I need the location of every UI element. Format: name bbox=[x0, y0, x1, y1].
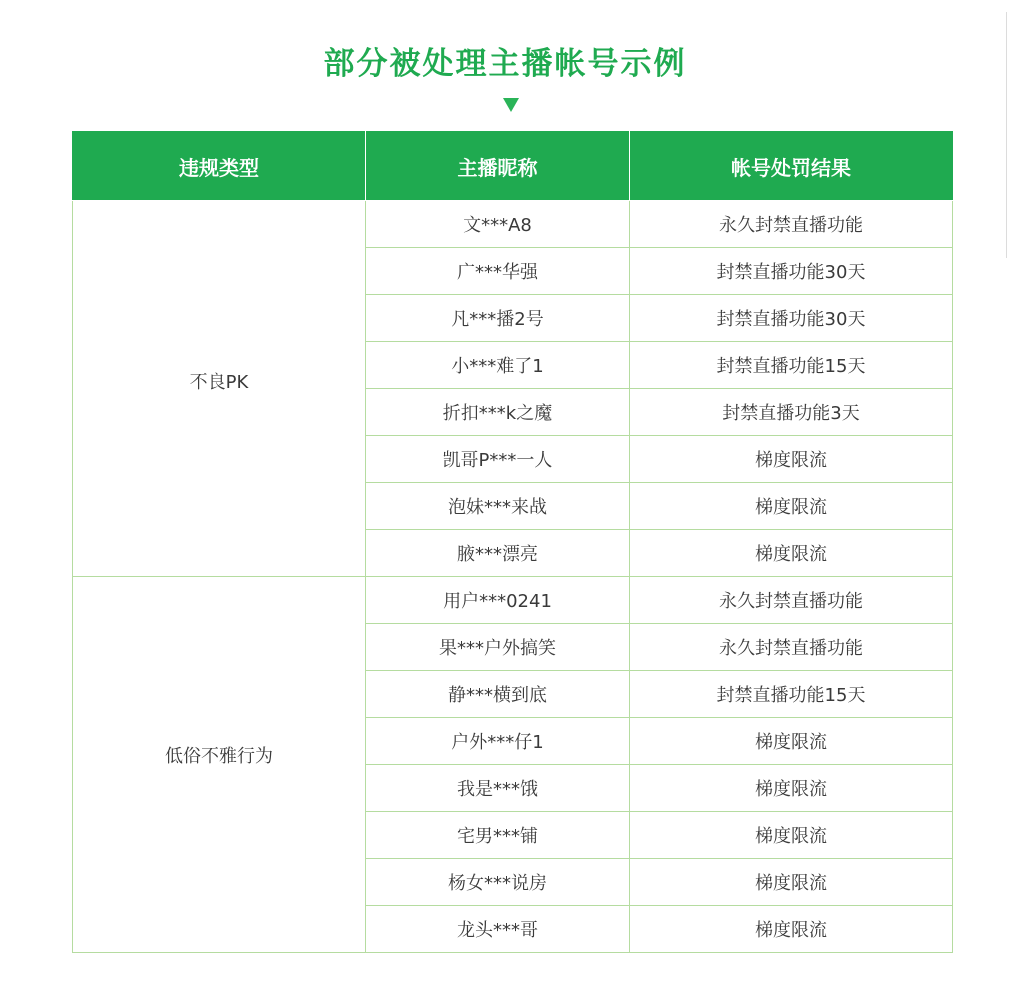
nickname-cell: 凡***播2号 bbox=[366, 295, 630, 342]
header-nickname: 主播昵称 bbox=[366, 132, 630, 201]
page-title: 部分被处理主播帐号示例 bbox=[323, 46, 687, 82]
nickname-cell: 文***A8 bbox=[366, 201, 630, 248]
penalty-result-cell: 梯度限流 bbox=[630, 436, 953, 483]
table-body bbox=[73, 201, 953, 953]
penalty-result-cell: 封禁直播功能30天 bbox=[630, 295, 953, 342]
nickname-cell: 果***户外搞笑 bbox=[366, 624, 630, 671]
penalty-result-cell: 封禁直播功能3天 bbox=[630, 389, 953, 436]
nickname-cell: 折扣***k之魔 bbox=[366, 389, 630, 436]
penalty-result-cell: 封禁直播功能30天 bbox=[630, 248, 953, 295]
penalty-result-cell: 梯度限流 bbox=[630, 718, 953, 765]
nickname-cell: 静***横到底 bbox=[366, 671, 630, 718]
nickname-cell: 小***难了1 bbox=[366, 342, 630, 389]
penalty-table bbox=[72, 131, 953, 953]
violation-category-cell bbox=[73, 201, 366, 577]
nickname-cell: 龙头***哥 bbox=[366, 906, 630, 953]
penalty-result-cell: 封禁直播功能15天 bbox=[630, 342, 953, 389]
nickname-cell: 腋***漂亮 bbox=[366, 530, 630, 577]
header-penalty-result: 帐号处罚结果 bbox=[630, 132, 953, 201]
penalty-result-cell: 梯度限流 bbox=[630, 859, 953, 906]
table-row bbox=[73, 577, 953, 624]
penalty-result-cell: 永久封禁直播功能 bbox=[630, 624, 953, 671]
nickname-cell: 宅男***铺 bbox=[366, 812, 630, 859]
penalty-result-cell: 梯度限流 bbox=[630, 483, 953, 530]
table-row bbox=[73, 201, 953, 248]
nickname-cell: 泡妹***来战 bbox=[366, 483, 630, 530]
nickname-cell: 户外***仔1 bbox=[366, 718, 630, 765]
table-header-row bbox=[73, 132, 953, 201]
violation-category-label: 不良PK bbox=[189, 371, 249, 393]
header-violation-type: 违规类型 bbox=[73, 132, 366, 201]
nickname-cell: 我是***饿 bbox=[366, 765, 630, 812]
penalty-result-cell: 梯度限流 bbox=[630, 906, 953, 953]
penalty-result-cell: 永久封禁直播功能 bbox=[630, 577, 953, 624]
penalty-result-cell: 永久封禁直播功能 bbox=[630, 201, 953, 248]
penalty-result-cell: 梯度限流 bbox=[630, 530, 953, 577]
violation-category-label: 低俗不雅行为 bbox=[165, 745, 273, 767]
violation-category-cell bbox=[73, 577, 366, 953]
down-arrow-icon bbox=[503, 98, 519, 112]
penalty-result-cell: 梯度限流 bbox=[630, 812, 953, 859]
nickname-cell: 广***华强 bbox=[366, 248, 630, 295]
penalty-result-cell: 封禁直播功能15天 bbox=[630, 671, 953, 718]
nickname-cell: 用户***0241 bbox=[366, 577, 630, 624]
nickname-cell: 杨女***说房 bbox=[366, 859, 630, 906]
nickname-cell: 凯哥P***一人 bbox=[366, 436, 630, 483]
divider bbox=[1006, 12, 1007, 258]
penalty-result-cell: 梯度限流 bbox=[630, 765, 953, 812]
